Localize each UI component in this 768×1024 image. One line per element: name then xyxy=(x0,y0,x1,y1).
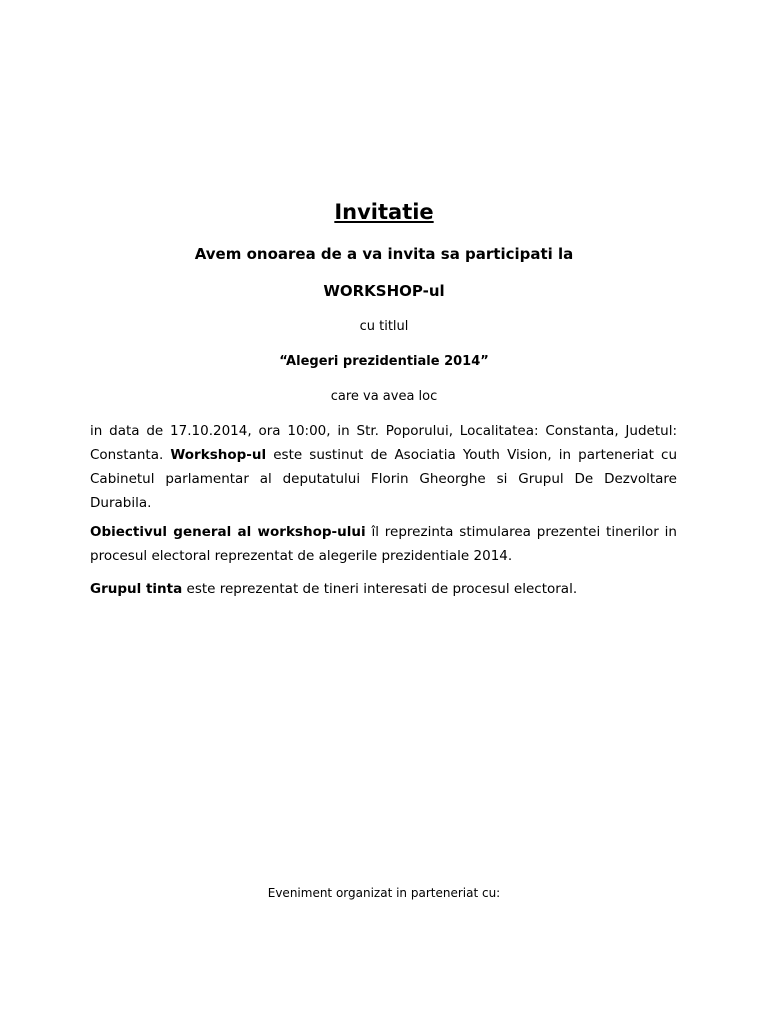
details-text-start: in data de 17.10.2014, ora 10:00, in Str. Poporului, Localitatea: Constanta, Judetul: Constanta. xyxy=(90,423,677,463)
event-title: “Alegeri prezidentiale 2014” xyxy=(279,354,489,369)
target-group-paragraph xyxy=(90,577,677,601)
venue-label: care va avea loc xyxy=(330,389,438,404)
details-paragraph xyxy=(90,419,677,515)
partnership-footer: Eveniment organizat in parteneriat cu: xyxy=(267,886,501,900)
invitation-intro: Avem onoarea de a va invita sa participati la xyxy=(194,245,574,263)
document-title: Invitatie xyxy=(334,200,434,224)
details-text-end: este sustinut de Asociatia Youth Vision, in parteneriat cu Cabinetul parlamentar al deputatului Florin Gheorghe si Grupul De Dezvoltare Durabila. xyxy=(90,447,677,511)
target-group-bold: Grupul tinta xyxy=(90,581,183,597)
details-workshop-bold: Workshop-ul xyxy=(170,447,267,463)
objective-text: îl reprezinta stimularea prezentei tinerilor in procesul electoral reprezentat de alegerile prezidentiale 2014. xyxy=(90,524,677,564)
workshop-heading: WORKSHOP-ul xyxy=(323,282,445,300)
objective-paragraph xyxy=(90,520,677,568)
objective-bold: Obiectivul general al workshop-ului xyxy=(90,524,366,540)
target-group-text: este reprezentat de tineri interesati de procesul electoral. xyxy=(182,581,578,597)
subtitle-label: cu titlul xyxy=(359,319,409,334)
